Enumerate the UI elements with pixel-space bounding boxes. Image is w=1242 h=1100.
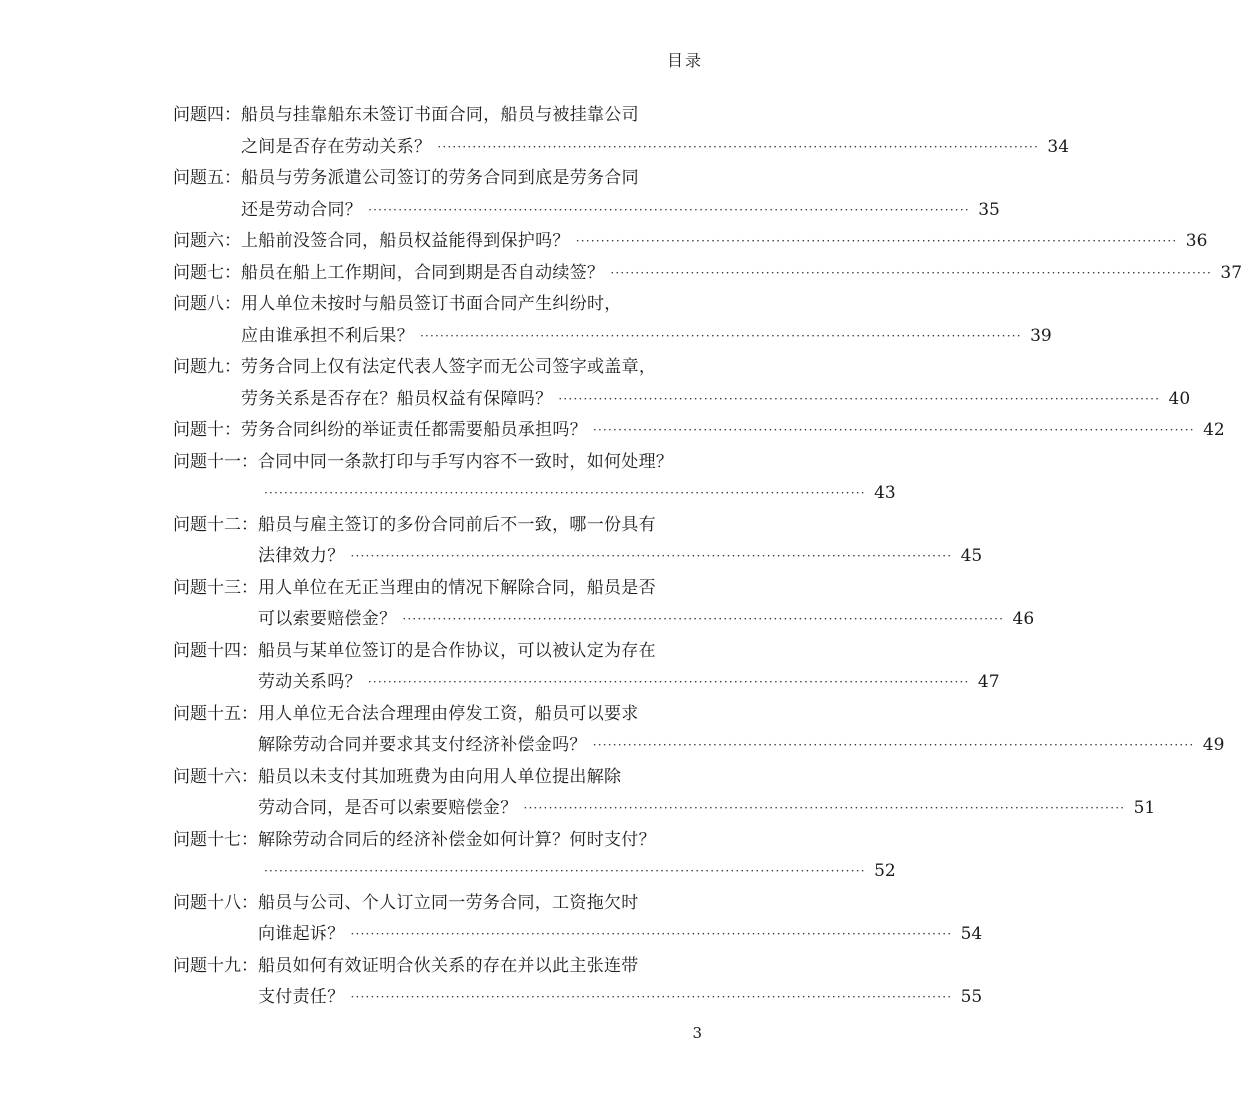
toc-entry[interactable] (173, 762, 1156, 825)
toc-entry-continuation-line (173, 793, 1156, 825)
toc-entry-label: 问题十一： (173, 451, 258, 472)
toc-dot-leader: ························································································································ (402, 612, 1005, 626)
toc-dot-leader: ························································································································ (264, 486, 866, 500)
toc-entry[interactable] (173, 415, 1225, 447)
toc-entry-title: 船员与挂靠船东未签订书面合同，船员与被挂靠公司 (241, 105, 639, 125)
toc-entry-title: 用人单位在无正当理由的情况下解除合同，船员是否 (258, 577, 656, 598)
toc-entry-page-number: 40 (1168, 388, 1191, 409)
toc-entry-first-line (173, 415, 1225, 447)
toc-dot-leader: ························································································································ (350, 927, 953, 941)
toc-entry-page-number: 34 (1047, 136, 1070, 157)
page-number: 3 (692, 1024, 702, 1042)
toc-entry-title: 支付责任？ (258, 987, 345, 1007)
toc-dot-leader: ························································································································ (350, 549, 953, 563)
toc-dot-leader: ························································································································ (437, 139, 1040, 154)
toc-entry-continuation-line (173, 195, 1000, 227)
toc-entry-continuation-line (173, 321, 1052, 353)
toc-entry-title: 劳动合同，是否可以索要赔偿金？ (258, 798, 518, 818)
toc-dot-leader: ························································································································ (592, 738, 1195, 752)
toc-entry-continuation-line (173, 132, 1070, 164)
toc-entry-first-line (173, 352, 705, 384)
toc-entry[interactable] (173, 163, 1000, 226)
toc-entry[interactable] (173, 573, 1035, 636)
toc-entry-continuation-line (173, 982, 983, 1014)
table-of-contents (173, 100, 1242, 1014)
toc-entry-title: 可以索要赔偿金？ (258, 609, 397, 629)
toc-entry[interactable] (173, 258, 1242, 290)
toc-entry-label: 问题六： (173, 231, 241, 251)
toc-entry-first-line (173, 226, 1208, 258)
toc-entry-title: 船员与公司、个人订立同一劳务合同，工资拖欠时 (258, 892, 639, 913)
toc-entry-label: 问题八： (173, 294, 241, 314)
toc-entry-title: 劳务关系是否存在？船员权益有保障吗？ (241, 388, 553, 409)
toc-entry-page-number: 42 (1203, 420, 1225, 440)
toc-entry-continuation-line (173, 919, 983, 951)
toc-dot-leader: ························································································································ (368, 202, 970, 217)
toc-entry[interactable] (173, 447, 896, 510)
toc-entry[interactable] (173, 100, 1070, 163)
toc-entry-first-line (173, 258, 1242, 290)
toc-entry-first-line (173, 573, 705, 605)
toc-entry-title: 船员与雇主签订的多份合同前后不一致，哪一份具有 (258, 514, 656, 535)
toc-entry[interactable] (173, 951, 983, 1014)
toc-entry-title: 船员如何有效证明合伙关系的存在并以此主张连带 (258, 955, 639, 976)
toc-entry[interactable] (173, 289, 1052, 352)
toc-entry-title: 合同中同一条款打印与手写内容不一致时，如何处理？ (258, 451, 674, 472)
toc-entry-label: 问题七： (173, 262, 241, 283)
toc-dot-leader: ························································································································ (610, 265, 1213, 280)
toc-entry-title: 解除劳动合同并要求其支付经济补偿金吗？ (258, 735, 587, 755)
toc-entry[interactable] (173, 510, 983, 573)
toc-entry-page-number: 52 (874, 861, 896, 881)
toc-entry-title: 还是劳动合同？ (241, 199, 363, 220)
toc-dot-leader: ························································································································ (593, 423, 1195, 437)
toc-entry-page-number: 45 (960, 546, 983, 566)
toc-dot-leader: ························································································································ (350, 990, 953, 1004)
toc-entry-title: 之间是否存在劳动关系？ (241, 136, 432, 157)
toc-entry-first-line (173, 762, 705, 794)
toc-entry-continuation-line (173, 856, 896, 888)
toc-dot-leader: ························································································································ (575, 234, 1178, 248)
toc-dot-leader: ························································································································ (367, 675, 970, 689)
toc-entry-title: 解除劳动合同后的经济补偿金如何计算？何时支付？ (258, 829, 656, 850)
toc-entry[interactable] (173, 636, 1000, 699)
toc-entry-title: 应由谁承担不利后果？ (241, 325, 414, 346)
toc-entry-page-number: 43 (874, 483, 896, 503)
toc-entry[interactable] (173, 699, 1225, 762)
toc-entry[interactable] (173, 888, 983, 951)
toc-entry-first-line (173, 163, 705, 195)
toc-entry-continuation-line (173, 478, 896, 510)
toc-entry-continuation-line (173, 541, 983, 573)
toc-entry-label: 问题十七： (173, 829, 258, 850)
toc-entry-page-number: 54 (960, 924, 983, 944)
toc-dot-leader: ························································································································ (558, 391, 1161, 406)
toc-entry-first-line (173, 100, 705, 132)
toc-entry[interactable] (173, 352, 1191, 415)
toc-entry-label: 问题五： (173, 168, 241, 188)
toc-entry-label: 问题十二： (173, 514, 258, 535)
toc-entry-page-number: 46 (1012, 609, 1035, 629)
toc-entry-title: 船员与劳务派遣公司签订的劳务合同到底是劳务合同 (241, 168, 639, 188)
toc-entry-page-number: 37 (1220, 262, 1242, 283)
toc-entry-continuation-line (173, 730, 1225, 762)
running-header: 目录 (666, 51, 703, 70)
toc-entry[interactable] (173, 226, 1208, 258)
toc-entry-title: 用人单位未按时与船员签订书面合同产生纠纷时， (241, 294, 622, 314)
toc-entry-label: 问题九： (173, 357, 241, 377)
toc-entry-title: 上船前没签合同，船员权益能得到保护吗？ (241, 231, 570, 251)
toc-entry-title: 劳动关系吗？ (258, 672, 362, 692)
toc-entry-title: 船员与某单位签订的是合作协议，可以被认定为存在 (258, 640, 656, 661)
toc-dot-leader: ························································································································ (264, 864, 866, 878)
toc-entry-title: 船员在船上工作期间，合同到期是否自动续签？ (241, 262, 605, 283)
toc-entry-first-line (173, 699, 705, 731)
toc-entry-continuation-line (173, 667, 1000, 699)
toc-entry-page-number: 36 (1185, 231, 1208, 251)
toc-entry-title: 法律效力？ (258, 546, 345, 566)
toc-entry-page-number: 35 (978, 199, 1000, 220)
toc-entry-label: 问题十六： (173, 766, 258, 787)
toc-entry-title: 劳务合同纠纷的举证责任都需要船员承担吗？ (241, 420, 587, 440)
toc-entry-first-line (173, 636, 705, 668)
toc-entry-first-line (173, 888, 705, 920)
toc-entry-title: 船员以未支付其加班费为由向用人单位提出解除 (258, 766, 622, 787)
toc-entry-continuation-line (173, 384, 1191, 416)
toc-entry-first-line (173, 510, 705, 542)
toc-entry[interactable] (173, 825, 896, 888)
toc-entry-page-number: 49 (1202, 735, 1225, 755)
toc-entry-first-line (173, 825, 705, 857)
toc-entry-title: 向谁起诉？ (258, 924, 345, 944)
toc-entry-page-number: 39 (1030, 325, 1052, 346)
toc-entry-label: 问题十： (173, 420, 241, 440)
toc-entry-title: 用人单位无合法合理理由停发工资，船员可以要求 (258, 703, 639, 724)
toc-entry-label: 问题十八： (173, 892, 258, 913)
toc-dot-leader: ························································································································ (420, 328, 1022, 343)
toc-entry-continuation-line (173, 604, 1035, 636)
toc-entry-page-number: 55 (960, 987, 983, 1007)
toc-entry-first-line (173, 289, 705, 321)
toc-entry-label: 问题十三： (173, 577, 258, 598)
toc-entry-label: 问题十五： (173, 703, 258, 724)
toc-entry-label: 问题四： (173, 105, 241, 125)
toc-entry-label: 问题十九： (173, 955, 258, 976)
toc-entry-label: 问题十四： (173, 640, 258, 661)
toc-entry-first-line (173, 951, 705, 983)
toc-dot-leader: ························································································································ (523, 801, 1126, 815)
toc-entry-first-line (173, 447, 705, 479)
toc-entry-page-number: 47 (977, 672, 1000, 692)
toc-entry-title: 劳务合同上仅有法定代表人签字而无公司签字或盖章， (241, 357, 657, 377)
toc-entry-page-number: 51 (1133, 798, 1156, 818)
